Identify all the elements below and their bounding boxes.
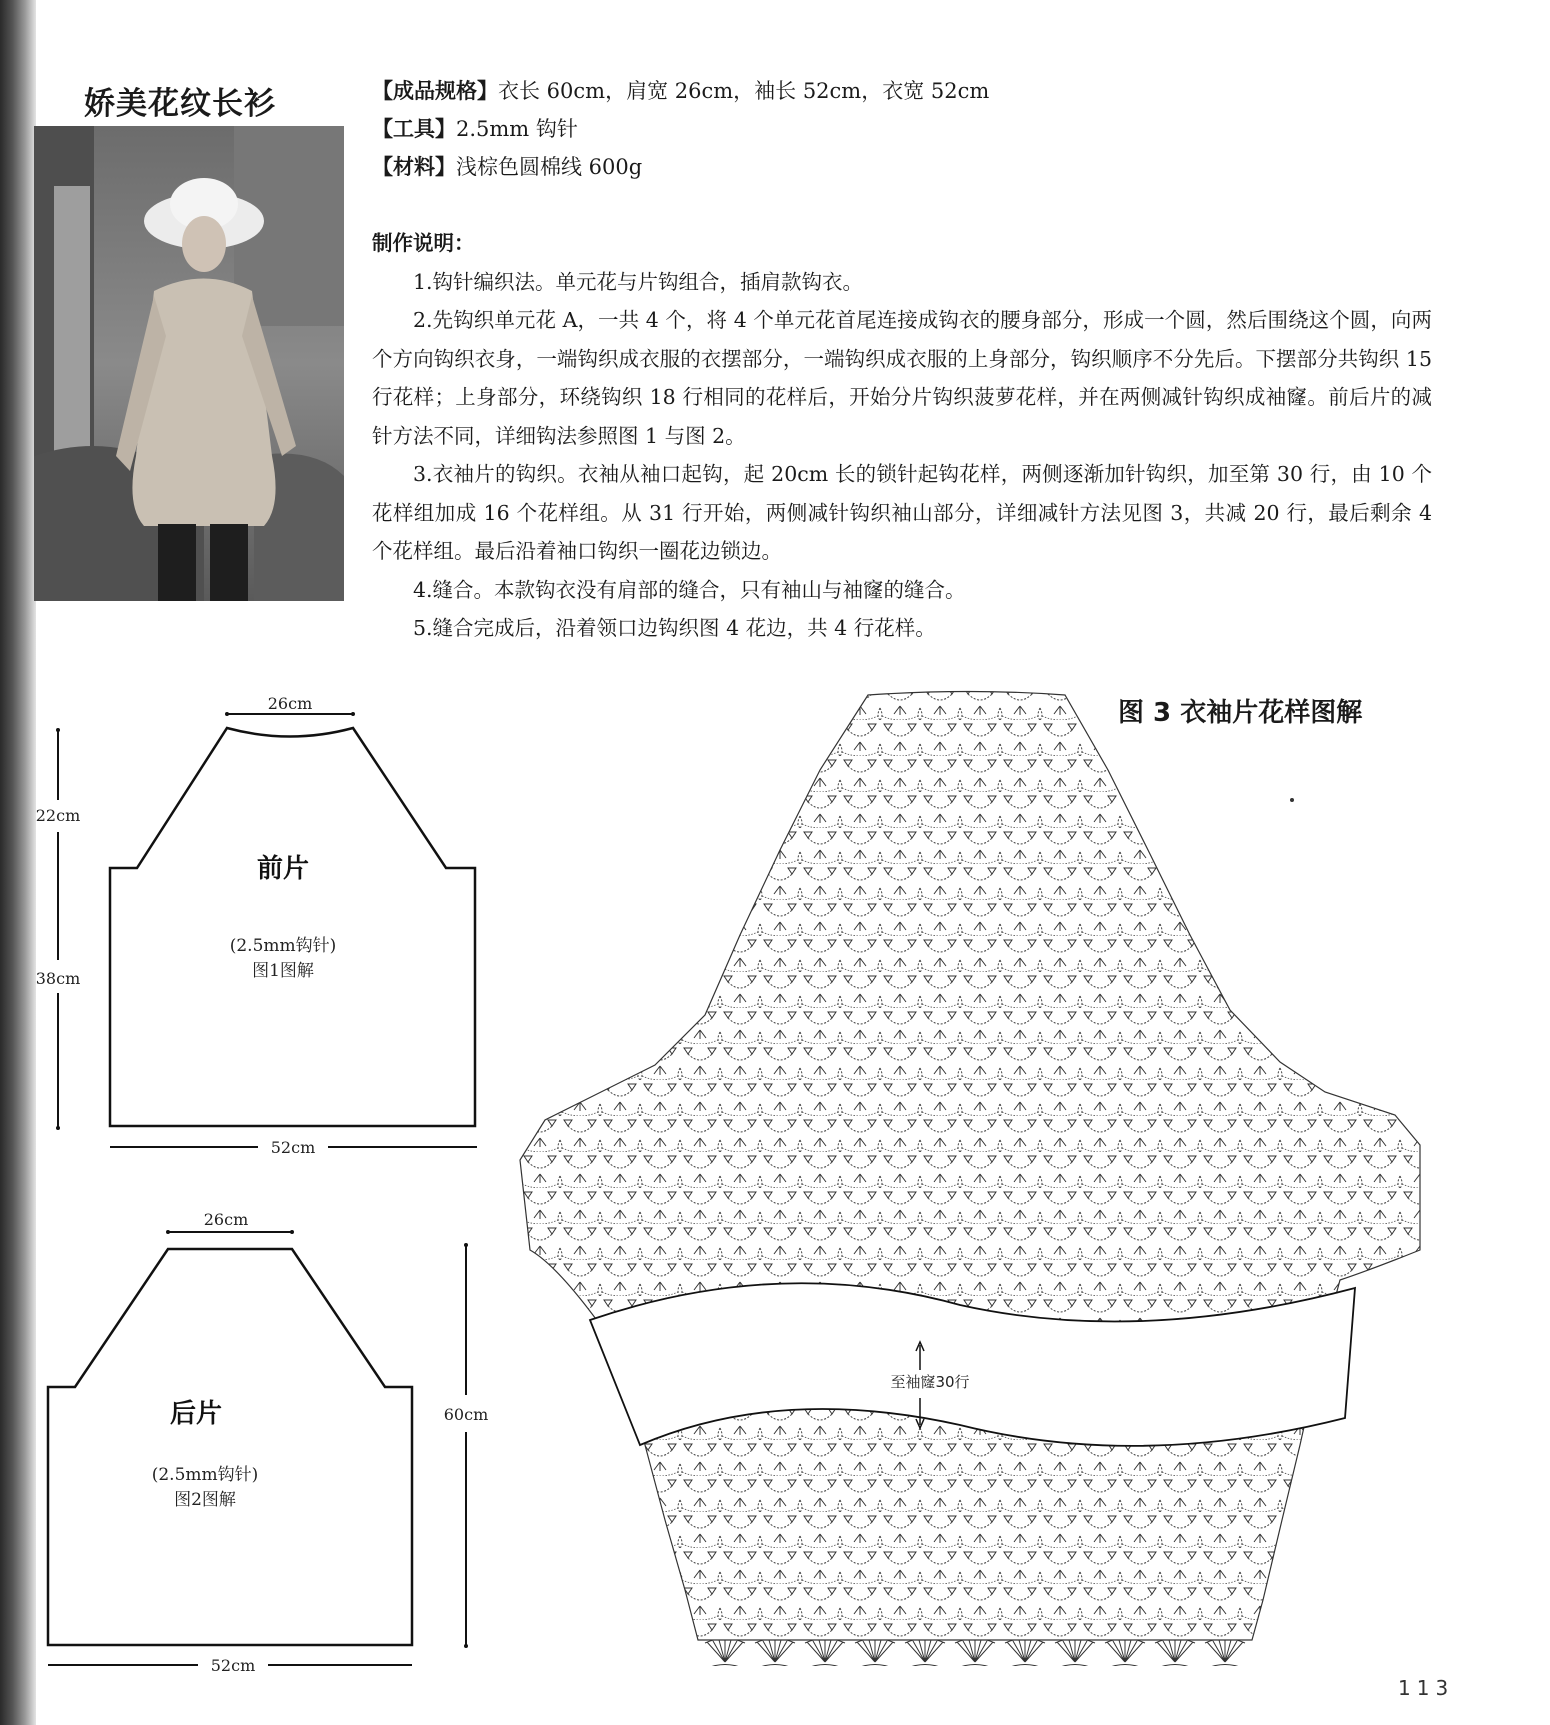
back-width-dim: 52cm bbox=[210, 1656, 256, 1675]
back-length-dim: 60cm bbox=[443, 1405, 489, 1424]
back-piece-outline bbox=[48, 1249, 412, 1645]
back-shoulder-dim: 26cm bbox=[203, 1210, 249, 1229]
page-number: 113 bbox=[1398, 1676, 1455, 1700]
instruction-step: 2.先钩织单元花 A，一共 4 个，将 4 个单元花首尾连接成钩衣的腰身部分，形成一个圆，然后围绕这个圆，向两个方向钩织衣身，一端钩织成衣服的衣摆部分，一端钩织成衣服的上身部分，钩织顺序不分先后。下摆部分共钩织 15 行花样；上身部分，环绕钩织 18 行相同的花样后，开始分片钩织菠萝花样，并在两侧减针钩织成袖窿。前后片的减针方法不同，详细钩法参照图 1 与图 2。 bbox=[372, 308, 1432, 448]
front-body-dim: 38cm bbox=[35, 969, 81, 988]
back-piece-tool: (2.5mm钩针) bbox=[151, 1465, 259, 1485]
sleeve-chart bbox=[520, 692, 1420, 1667]
dim-marker bbox=[290, 1230, 294, 1234]
sleeve-cuff-edging bbox=[698, 1640, 1252, 1666]
dim-marker bbox=[225, 712, 229, 716]
dim-marker bbox=[56, 728, 60, 732]
front-piece-ref: 图1图解 bbox=[252, 961, 314, 981]
speck bbox=[1290, 798, 1294, 802]
spec-label: 【成品规格】 bbox=[372, 79, 498, 103]
sleeve-note: 至袖窿30行 bbox=[890, 1373, 970, 1391]
instructions-heading: 制作说明： bbox=[372, 231, 475, 255]
figure3-title: 图 3 衣袖片花样图解 bbox=[1118, 698, 1363, 728]
spec-value: 衣长 60cm，肩宽 26cm，袖长 52cm，衣宽 52cm bbox=[498, 79, 990, 103]
back-piece-label: 后片 bbox=[169, 1399, 223, 1429]
dim-marker bbox=[464, 1243, 468, 1247]
page-title: 娇美花纹长衫 bbox=[84, 86, 276, 122]
front-piece-tool: (2.5mm钩针) bbox=[229, 936, 337, 956]
instruction-step: 5.缝合完成后，沿着领口边钩织图 4 花边，共 4 行花样。 bbox=[413, 616, 936, 640]
instruction-step: 1.钩针编织法。单元花与片钩组合，插肩款钩衣。 bbox=[413, 269, 864, 294]
front-piece-outline bbox=[110, 728, 475, 1126]
spec-label: 【材料】 bbox=[372, 155, 456, 179]
sleeve-crochet-body bbox=[520, 692, 1420, 1641]
back-piece-diagram bbox=[48, 1210, 488, 1675]
front-piece-label: 前片 bbox=[256, 854, 310, 884]
spec-value: 浅棕色圆棉线 600g bbox=[456, 155, 643, 179]
front-armhole-dim: 22cm bbox=[35, 806, 81, 825]
dim-marker bbox=[351, 712, 355, 716]
dim-marker bbox=[166, 1230, 170, 1234]
spec-label: 【工具】 bbox=[372, 117, 456, 141]
front-width-dim: 52cm bbox=[270, 1138, 316, 1157]
front-shoulder-dim: 26cm bbox=[267, 694, 313, 713]
dim-marker bbox=[464, 1644, 468, 1648]
dim-marker bbox=[56, 1126, 60, 1130]
instruction-step: 4.缝合。本款钩衣没有肩部的缝合，只有袖山与袖窿的缝合。 bbox=[413, 577, 966, 602]
spec-value: 2.5mm 钩针 bbox=[456, 117, 578, 141]
instruction-step: 3.衣袖片的钩织。衣袖从袖口起钩，起 20cm 长的锁针起钩花样，两侧逐渐加针钩织，加至第 30 行，由 10 个花样组加成 16 个花样组。从 31 行开始，两侧减针钩织袖山部分，详细减针方法见图 3，共减 20 行，最后剩余 4 个花样组。最后沿着袖口钩织一圈花边锁边。 bbox=[372, 462, 1432, 563]
back-piece-ref: 图2图解 bbox=[174, 1490, 236, 1510]
front-piece-diagram bbox=[36, 694, 477, 1157]
